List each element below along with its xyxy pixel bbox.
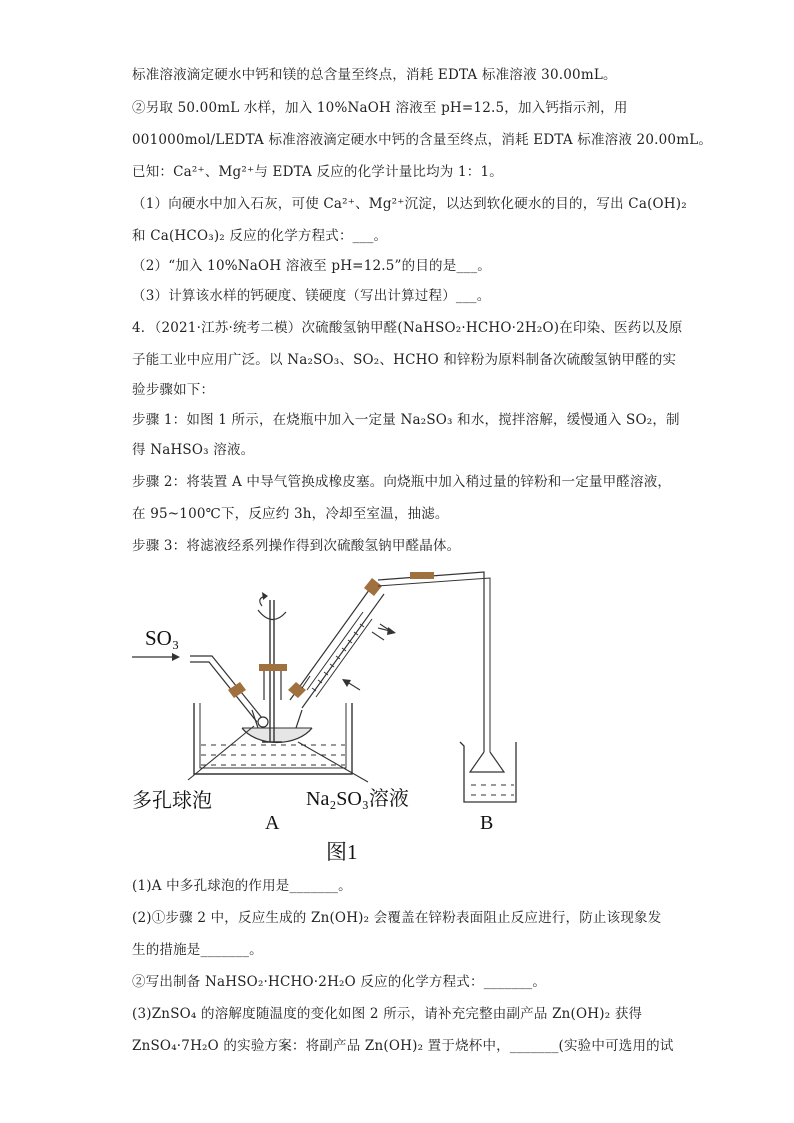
question-3: （3）计算该水样的钙硬度、镁硬度（写出计算过程）___。 xyxy=(132,288,491,304)
step-2: 步骤 2：将装置 A 中导气管换成橡皮塞。向烧瓶中加入稍过量的锌粉和一定量甲醛溶液， xyxy=(132,474,672,490)
condenser xyxy=(288,578,392,708)
text-line-3: 001000mol/LEDTA 标准溶液滴定硬水中钙的含量至终点，消耗 EDTA 标准溶液 20.00mL。 xyxy=(132,132,713,148)
text-line-4: 已知：Ca²⁺、Mg²⁺与 EDTA 反应的化学计量比均为 1：1。 xyxy=(132,164,503,180)
gas-inlet-arrow xyxy=(132,653,180,661)
sub-question-1: (1)A 中多孔球泡的作用是_______。 xyxy=(132,878,352,894)
step-2-cont: 在 95~100℃下，反应约 3h，冷却至室温，抽滤。 xyxy=(132,506,449,522)
sub-question-2b: ②写出制备 NaHSO₂·HCHO·2H₂O 反应的化学方程式：_______。 xyxy=(132,974,547,990)
sub-question-2: (2)①步骤 2 中，反应生成的 Zn(OH)₂ 会覆盖在锌粉表面阻止反应进行，防止该现象发 xyxy=(132,910,662,926)
question-2: （2）“加入 10%NaOH 溶液至 pH=12.5”的目的是___。 xyxy=(132,258,492,274)
step-1: 步骤 1：如图 1 所示，在烧瓶中加入一定量 Na₂SO₃ 和水，搅拌溶解，缓慢通入 SO₂，制 xyxy=(132,412,680,428)
solution-label: Na₂SO₃溶液 xyxy=(306,788,409,810)
bubbler-label: 多孔球泡 xyxy=(132,790,212,812)
text-line-2: ②另取 50.00mL 水样，加入 10%NaOH 溶液至 pH=12.5，加入钙指示剂，用 xyxy=(132,100,628,116)
center-stopper xyxy=(259,664,287,671)
question-1-cont: 和 Ca(HCO₃)₂ 反应的化学方程式：___。 xyxy=(132,228,388,244)
delivery-tube xyxy=(378,572,504,772)
sub-question-2-cont: 生的措施是_______。 xyxy=(132,942,263,958)
question-1: （1）向硬水中加入石灰，可使 Ca²⁺、Mg²⁺沉淀，以达到软化硬水的目的，写出 Ca(OH)₂ xyxy=(132,196,687,212)
gas-inlet-tube xyxy=(190,656,268,727)
problem-4-header: 4．（2021·江苏·统考二模）次硫酸氢钠甲醛(NaHSO₂·HCHO·2H₂O)在印染、医药以及原 xyxy=(132,320,683,336)
problem-4-line-3: 验步骤如下： xyxy=(132,382,215,398)
text-line-1: 标准溶液滴定硬水中钙和镁的总含量至终点，消耗 EDTA 标准溶液 30.00mL。 xyxy=(132,67,617,83)
figure-caption: 图1 xyxy=(326,840,358,864)
porous-bulb xyxy=(258,717,268,727)
sub-question-3: (3)ZnSO₄ 的溶解度随温度的变化如图 2 所示，请补充完整由副产品 Zn(OH)₂ 获得 xyxy=(132,1006,643,1022)
apparatus-a-label: A xyxy=(265,812,280,834)
sub-question-3-cont: ZnSO₄·7H₂O 的实验方案：将副产品 Zn(OH)₂ 置于烧杯中，_______(实验中可选用的试 xyxy=(132,1038,674,1054)
gas-label: SO₃ xyxy=(145,626,180,650)
step-1-cont: 得 NaHSO₃ 溶液。 xyxy=(132,442,255,458)
problem-4-line-2: 子能工业中应用广泛。以 Na₂SO₃、SO₂、HCHO 和锌粉为原料制备次硫酸氢钠甲醛的实 xyxy=(132,352,677,368)
apparatus-b-label: B xyxy=(480,812,494,834)
flask xyxy=(242,665,312,742)
step-3: 步骤 3：将滤液经系列操作得到次硫酸氢钠甲醛晶体。 xyxy=(132,538,461,554)
